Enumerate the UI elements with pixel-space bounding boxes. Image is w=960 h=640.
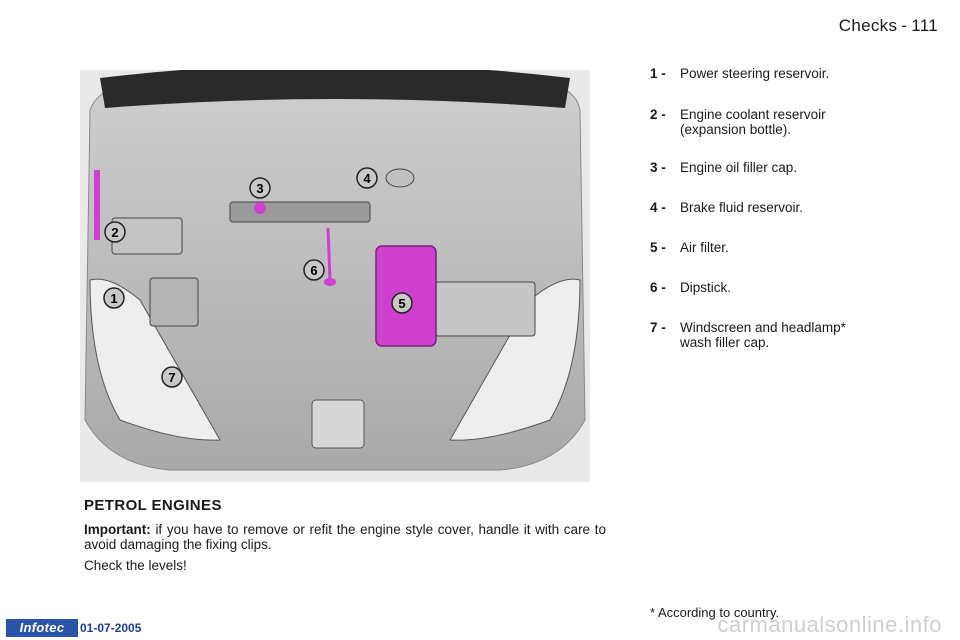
legend-number: 3 - (650, 160, 666, 175)
legend-item (650, 107, 850, 137)
callout-7-label: 7 (168, 370, 176, 385)
callout-1 (104, 288, 124, 308)
callout-6-label: 6 (310, 263, 318, 278)
legend-item (650, 66, 829, 81)
legend-number: 7 - (650, 320, 666, 335)
legend-item (650, 160, 797, 175)
legend-text: Windscreen and headlamp* wash filler cap. (680, 320, 846, 350)
legend-item (650, 280, 731, 295)
section-name: Checks (838, 16, 898, 35)
callout-2 (105, 222, 125, 242)
infotec-logo: Infotec (6, 619, 78, 637)
legend-text: Power steering reservoir. (680, 66, 830, 81)
legend-text: Engine coolant reservoir (expansion bottle). (680, 107, 826, 137)
legend-text: Engine oil filler cap. (680, 160, 798, 175)
callout-4-label: 4 (363, 171, 371, 186)
legend-text: Brake fluid reservoir. (680, 200, 804, 215)
legend-number: 2 - (650, 107, 666, 122)
callout-1-label: 1 (110, 291, 118, 306)
important-note (84, 522, 606, 552)
callout-5 (392, 293, 412, 313)
legend-number: 4 - (650, 200, 666, 215)
callout-5-label: 5 (398, 296, 406, 311)
callout-7 (162, 367, 182, 387)
callout-3 (250, 178, 270, 198)
page-header (839, 16, 938, 36)
legend-item (650, 240, 729, 255)
page-number: 111 (911, 16, 938, 35)
callout-6 (304, 260, 324, 280)
callout-3-label: 3 (256, 181, 264, 196)
callout-layer (80, 70, 590, 482)
engine-bay-illustration (80, 70, 590, 482)
legend-number: 1 - (650, 66, 666, 81)
header-separator: - (901, 16, 908, 35)
check-levels-note: Check the levels! (84, 558, 187, 573)
important-label: Important: (84, 522, 151, 537)
legend-number: 6 - (650, 280, 666, 295)
watermark: carmanualsonline.info (717, 612, 942, 637)
legend-item (650, 320, 880, 350)
legend-text: Dipstick. (680, 280, 732, 295)
section-title: PETROL ENGINES (84, 497, 222, 514)
important-text: if you have to remove or refit the engine style cover, handle it with care to avoid damaging the fixing clips. (84, 522, 606, 552)
legend-number: 5 - (650, 240, 666, 255)
legend-text: Air filter. (680, 240, 729, 255)
callout-2-label: 2 (111, 225, 119, 240)
legend-item (650, 200, 803, 215)
footnote: * According to country. (650, 605, 780, 620)
callout-4 (357, 168, 377, 188)
footer-date: 01-07-2005 (80, 621, 142, 635)
